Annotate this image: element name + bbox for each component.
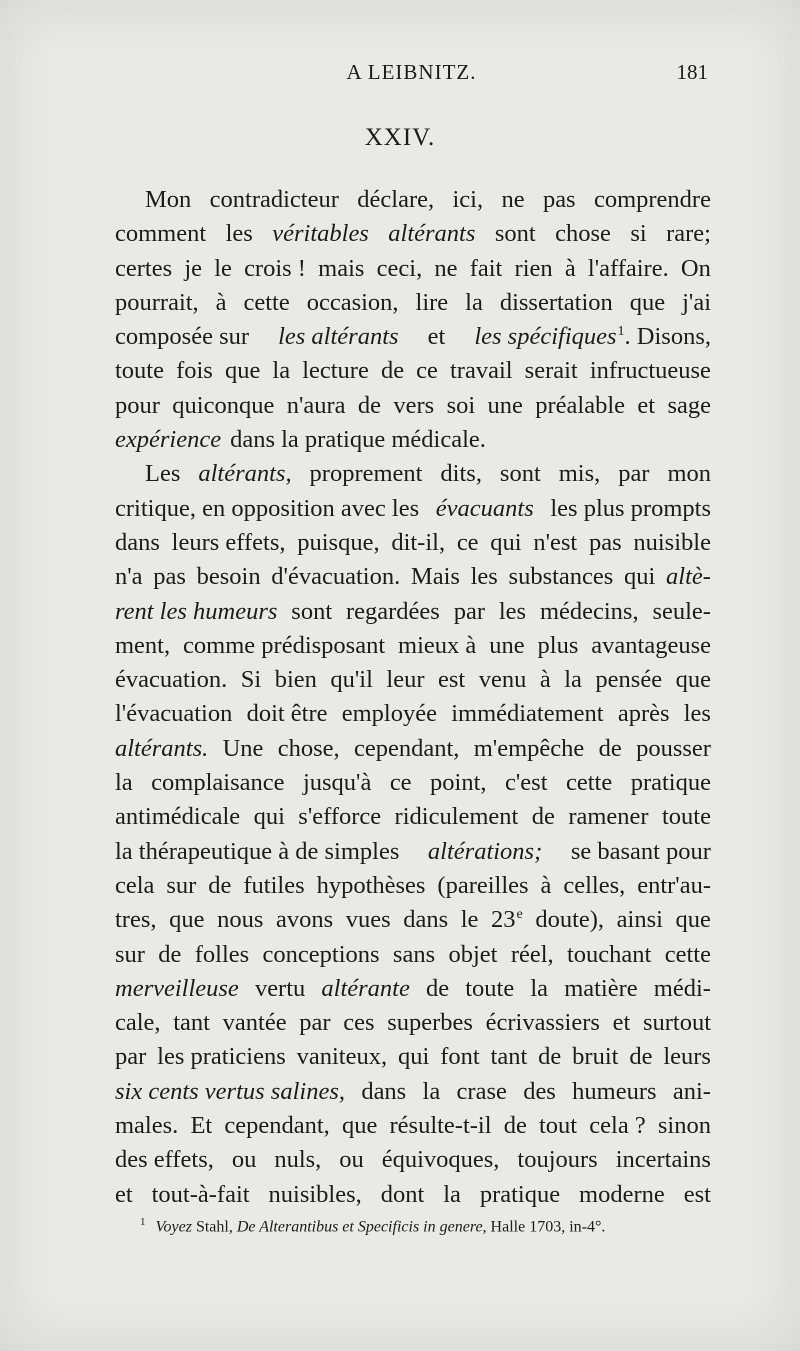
italic-run: rent les humeurs: [115, 597, 278, 625]
text-line: [115, 1109, 711, 1143]
word: futiles: [243, 871, 305, 899]
word: résulte-t-il: [389, 1112, 492, 1140]
text-line: [115, 1040, 711, 1074]
word: nuls,: [274, 1146, 322, 1174]
word: cette: [243, 288, 290, 316]
italic-run: les spécifiques: [474, 323, 617, 351]
word: des effets,: [115, 1146, 214, 1174]
word: de: [538, 1043, 562, 1071]
word: dissertation: [499, 288, 613, 316]
word: par: [618, 460, 650, 488]
word: comprendre: [593, 186, 711, 213]
word: à: [539, 666, 551, 694]
word: superbes: [387, 1009, 473, 1037]
word: que: [224, 357, 261, 385]
word: infructueuse: [589, 357, 711, 385]
word: n'est: [533, 528, 578, 556]
word: sage: [667, 391, 711, 419]
word: ceci,: [376, 254, 423, 282]
word: conceptions: [262, 940, 380, 968]
word: fois: [176, 357, 213, 385]
word: ici,: [452, 186, 484, 213]
word: déclare,: [357, 186, 435, 213]
word: par: [115, 1043, 147, 1071]
word: je: [184, 254, 202, 282]
word: que: [341, 1112, 378, 1140]
word: puisque,: [297, 528, 380, 556]
word: venu: [478, 666, 527, 694]
text-line: [115, 1178, 711, 1212]
word: occasion,: [306, 288, 399, 316]
word: males.: [115, 1112, 179, 1140]
word: Mais: [410, 563, 460, 591]
word: employée: [341, 700, 437, 728]
word: la: [530, 974, 549, 1002]
word: sur: [166, 871, 197, 899]
word: leurs: [663, 1043, 711, 1071]
text-line: [115, 663, 711, 697]
text-line: [115, 492, 711, 526]
text-line: [115, 800, 711, 834]
word: bruit: [572, 1043, 619, 1071]
word: certes: [115, 254, 173, 282]
text-line: [115, 629, 711, 663]
word: ne: [434, 254, 458, 282]
text-line: [115, 389, 711, 423]
word: sont: [291, 597, 333, 625]
italic-run: les altérants: [278, 323, 399, 351]
word: rien: [514, 254, 553, 282]
word: soi: [446, 391, 476, 419]
word: une: [487, 391, 523, 419]
word: les: [683, 700, 711, 728]
word: cependant,: [353, 734, 460, 762]
word: le: [214, 254, 232, 282]
word: moderne: [579, 1180, 665, 1208]
word: et: [612, 1009, 631, 1037]
text-run: la thérapeutique à de simples: [115, 837, 400, 865]
text-run: et: [427, 323, 446, 351]
word: est: [683, 1180, 711, 1208]
word: la: [443, 1180, 461, 1208]
word: pas: [153, 563, 186, 591]
word: et: [115, 1180, 133, 1208]
page-number: 181: [676, 60, 708, 84]
text-line: [115, 183, 711, 217]
word: que: [675, 906, 711, 934]
text-line: [115, 938, 711, 972]
word: pousser: [636, 734, 711, 762]
word: ce: [389, 769, 412, 797]
text-run: les plus prompts: [550, 494, 711, 522]
word: tant: [490, 1043, 528, 1071]
word: ce: [416, 357, 438, 385]
word: cale,: [115, 1009, 161, 1037]
word: lire: [415, 288, 449, 316]
word: n'aura: [286, 391, 346, 419]
word: jusqu'à: [302, 769, 372, 797]
word: ainsi: [616, 906, 663, 934]
word: de: [503, 1112, 527, 1140]
word: de: [380, 357, 405, 385]
word: humeurs: [572, 1077, 657, 1105]
word: toute: [115, 357, 164, 385]
word: dits,: [440, 460, 482, 488]
text-run: se basant pour: [570, 837, 711, 865]
word: ne: [501, 186, 525, 213]
word: Mon: [145, 186, 192, 213]
text-line: [115, 423, 711, 457]
footnote: [140, 1216, 720, 1236]
word: fait: [469, 254, 503, 282]
word: la: [115, 769, 133, 797]
italic-run: altérante: [321, 974, 410, 1002]
word: après: [617, 700, 670, 728]
word: ani-: [672, 1077, 711, 1105]
word: l'évacuation: [115, 700, 233, 728]
word: lecture: [302, 357, 369, 385]
word: immédiatement: [451, 700, 604, 728]
word: plus: [537, 631, 579, 659]
word: toujours: [517, 1146, 598, 1174]
word: de: [426, 974, 450, 1002]
word: cependant,: [224, 1112, 330, 1140]
section-heading: XXIV.: [364, 124, 436, 151]
word: leur: [386, 666, 425, 694]
word: incertains: [615, 1146, 711, 1174]
word: mais: [318, 254, 365, 282]
body-text: [115, 183, 711, 1212]
footnote-title: De Alterantibus et Specificis in genere,: [236, 1218, 487, 1236]
word: tout: [538, 1112, 578, 1140]
word: tres,: [115, 906, 157, 934]
text-run: vertu: [254, 974, 306, 1002]
word: la: [465, 288, 483, 316]
word: surtout: [642, 1009, 711, 1037]
word: ou: [231, 1146, 257, 1174]
word: Et: [190, 1112, 213, 1140]
word: matière: [564, 974, 638, 1002]
word: besoin: [196, 563, 261, 591]
word: les: [225, 220, 253, 248]
word: ramener: [568, 803, 649, 831]
running-head: [115, 60, 708, 90]
word: dans: [403, 906, 449, 934]
word: véritables: [272, 220, 369, 248]
word: dit-il,: [391, 528, 446, 556]
word: mis,: [558, 460, 601, 488]
word: qui: [624, 563, 656, 591]
italic-run: évacuants: [435, 494, 534, 522]
word: cela ?: [589, 1112, 646, 1140]
word: chose: [555, 220, 611, 248]
word: complaisance: [151, 769, 285, 797]
italic-run: six cents vertus salines,: [115, 1077, 345, 1105]
word: mieux à: [398, 631, 477, 659]
word: préalable: [535, 391, 626, 419]
word: dans: [361, 1077, 407, 1105]
word: substances: [508, 563, 614, 591]
text-run: composée sur: [115, 323, 250, 351]
word: proprement: [309, 460, 423, 488]
text-run: 23e: [491, 903, 523, 937]
word: toute: [465, 974, 515, 1002]
word: quiconque: [172, 391, 275, 419]
word: médi-: [653, 974, 711, 1002]
word: que: [675, 666, 711, 694]
word: avantageuse: [591, 631, 711, 659]
word: par: [299, 1009, 331, 1037]
word: vers: [393, 391, 435, 419]
word: pratique: [479, 1180, 561, 1208]
word: à: [215, 288, 227, 316]
word: est: [438, 666, 466, 694]
word: pour: [115, 391, 160, 419]
text-line: [115, 1006, 711, 1040]
word: sont: [499, 460, 541, 488]
word: comme prédisposant: [183, 631, 386, 659]
text-run: Les: [145, 460, 181, 488]
word: cela: [115, 871, 155, 899]
text-line: [115, 252, 711, 286]
word: sans: [392, 940, 436, 968]
word: mon: [667, 460, 711, 488]
word: ces: [343, 1009, 375, 1037]
text-line: [115, 354, 711, 388]
word: les praticiens: [157, 1043, 286, 1071]
word: vaniteux,: [296, 1043, 388, 1071]
word: dont: [380, 1180, 425, 1208]
word: médecins,: [539, 597, 639, 625]
text-line: [115, 972, 711, 1006]
word: entr'au-: [637, 871, 711, 899]
word: contradicteur: [209, 186, 339, 213]
word: de: [158, 940, 182, 968]
word: cette: [664, 940, 711, 968]
word: par: [453, 597, 485, 625]
word: pensée: [595, 666, 663, 694]
text-line: [115, 835, 711, 869]
text-line: [115, 320, 711, 354]
word: sont: [494, 220, 536, 248]
word: pas: [542, 186, 576, 213]
footnote-voyez: Voyez: [155, 1218, 192, 1236]
text-line: [115, 903, 711, 937]
word: toute: [661, 803, 711, 831]
text-line: [115, 766, 711, 800]
word: la: [422, 1077, 441, 1105]
italic-run: altérants.: [115, 734, 209, 762]
footnote-imprint: Halle 1703, in-4°.: [490, 1218, 606, 1236]
word: la: [272, 357, 291, 385]
word: équivoques,: [381, 1146, 500, 1174]
word: que: [169, 906, 205, 934]
word: nous: [217, 906, 264, 934]
word: (pareilles: [437, 871, 529, 899]
word: ment,: [115, 631, 171, 659]
word: doit être: [246, 700, 328, 728]
text-run: dans la pratique médicale.: [230, 426, 486, 454]
word: qui: [253, 803, 285, 831]
word: vues: [345, 906, 391, 934]
word: folles: [194, 940, 250, 968]
word: qui: [490, 528, 522, 556]
word: qu'il: [330, 666, 373, 694]
word: l'affaire.: [587, 254, 669, 282]
word: des: [523, 1077, 556, 1105]
word: avons: [275, 906, 334, 934]
word: seule-: [652, 597, 711, 625]
text-line: [115, 869, 711, 903]
text-line: [115, 732, 711, 766]
word: font: [440, 1043, 480, 1071]
word: tant: [173, 1009, 210, 1037]
word: m'empêche: [473, 734, 585, 762]
italic-run: altérations;: [427, 837, 543, 865]
word: serait: [524, 357, 578, 385]
word: le: [460, 906, 479, 934]
word: sinon: [657, 1112, 711, 1140]
word: sur: [115, 940, 145, 968]
word: leurs effets,: [171, 528, 286, 556]
word: Une: [222, 734, 264, 762]
word: touchant: [567, 940, 652, 968]
word: altérants: [388, 220, 476, 248]
word: écrivassiers: [485, 1009, 600, 1037]
word: cette: [565, 769, 613, 797]
text-run: les spécifiques1. Disons,: [474, 320, 711, 354]
footnote-mark: 1: [140, 1216, 146, 1228]
word: nuisible: [633, 528, 711, 556]
ordinal-number: 23: [491, 906, 516, 934]
italic-run: altérants,: [198, 460, 292, 488]
text-line: [115, 217, 711, 251]
word: travail: [450, 357, 513, 385]
word: antimédicale: [115, 803, 241, 831]
word: n'a: [115, 563, 143, 591]
word: dans: [115, 528, 160, 556]
word: une: [489, 631, 525, 659]
word: Si: [240, 666, 262, 694]
word: On: [680, 254, 711, 282]
word: doute),: [535, 906, 605, 934]
word: de: [357, 391, 382, 419]
text-line: [115, 1075, 711, 1109]
italic-run: merveilleuse: [115, 974, 239, 1002]
word: pas: [588, 528, 622, 556]
word: hypothèses: [316, 871, 426, 899]
text-line: [115, 526, 711, 560]
text-run: . Disons,: [624, 323, 711, 351]
italic-run: altè-: [666, 563, 711, 591]
word: de: [629, 1043, 653, 1071]
word: regardées: [345, 597, 440, 625]
text-line: [115, 697, 711, 731]
word: rare;: [666, 220, 711, 248]
word: pratique: [630, 769, 711, 797]
word: qui: [398, 1043, 430, 1071]
text-line: [115, 1143, 711, 1177]
word: chose,: [277, 734, 340, 762]
word: ou: [339, 1146, 364, 1174]
word: crois !: [244, 254, 306, 282]
word: nuisibles,: [268, 1180, 362, 1208]
word: point,: [430, 769, 487, 797]
word: pourrait,: [115, 288, 199, 316]
footnote-author: Stahl,: [195, 1218, 233, 1236]
word: j'ai: [682, 288, 711, 316]
text-run: critique, en opposition avec les: [115, 494, 420, 522]
word: si: [630, 220, 647, 248]
word: d'évacuation.: [271, 563, 401, 591]
word: crase: [456, 1077, 507, 1105]
word: objet: [448, 940, 498, 968]
word: évacuation.: [115, 666, 228, 694]
text-line: [115, 595, 711, 629]
word: la: [564, 666, 582, 694]
text-line: [115, 560, 711, 594]
word: de: [208, 871, 232, 899]
text-line: [115, 286, 711, 320]
word: à: [540, 871, 552, 899]
word: les: [498, 597, 527, 625]
word: à: [564, 254, 576, 282]
word: celles,: [563, 871, 626, 899]
word: de: [531, 803, 555, 831]
italic-run: expérience: [115, 426, 222, 454]
running-title: A LEIBNITZ.: [346, 60, 477, 84]
word: s'efforce: [298, 803, 382, 831]
word: c'est: [505, 769, 548, 797]
text-line: [115, 457, 711, 491]
word: vantée: [222, 1009, 287, 1037]
word: ridiculement: [394, 803, 519, 831]
word: comment: [115, 220, 207, 248]
word: de: [598, 734, 622, 762]
word: tout-à-fait: [151, 1180, 250, 1208]
word: que: [629, 288, 666, 316]
word: les: [470, 563, 498, 591]
word: ce: [456, 528, 479, 556]
word: et: [637, 391, 656, 419]
word: réel,: [510, 940, 554, 968]
word: bien: [274, 666, 317, 694]
